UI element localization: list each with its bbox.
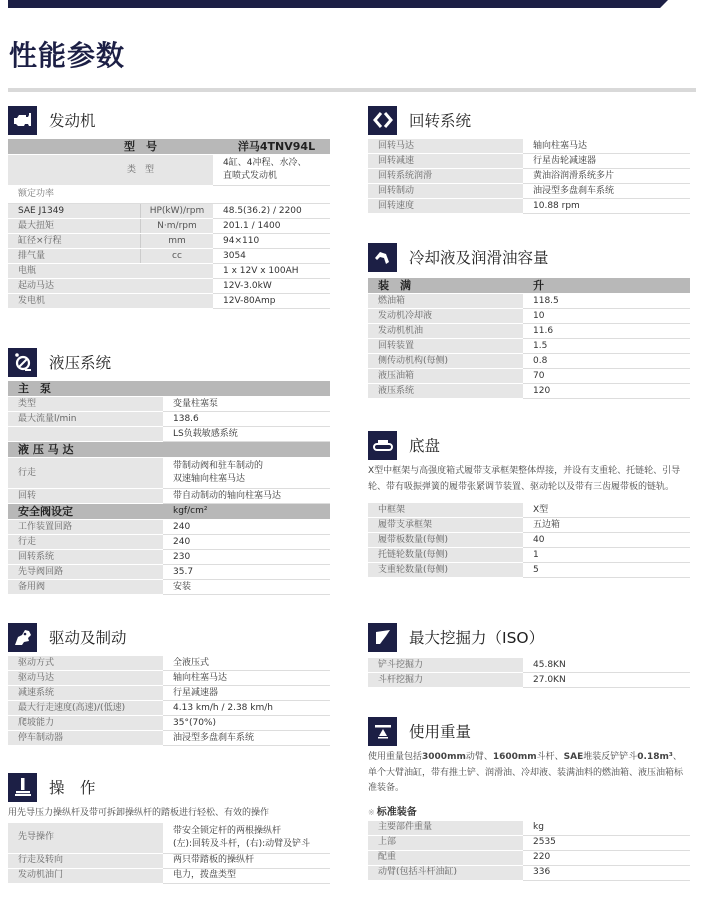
section-capacity xyxy=(368,242,692,399)
bucket-icon xyxy=(368,623,397,652)
section-swing xyxy=(368,105,692,214)
capacity-table xyxy=(368,278,690,399)
table-row: 先导阀回路 35.7 xyxy=(8,565,330,580)
table-row: 回转制动 油浸型多盘刹车系统 xyxy=(368,184,690,199)
table-row: 回转系统润滑 黄油浴润滑系统多片 xyxy=(368,169,690,184)
table-row: 最大行走速度(高速)/(低速) 4.13 km/h / 2.38 km/h xyxy=(8,701,330,716)
table-row: 回转速度 10.88 rpm xyxy=(368,199,690,214)
table-row xyxy=(8,186,330,204)
table-row: 先导操作 带安全锁定杆的两根操纵杆 (左):回转及斗杆，(右):动臂及铲斗 xyxy=(8,823,330,854)
table-row: 发电机 12V-80Amp xyxy=(8,294,330,309)
engine-icon xyxy=(8,106,37,135)
table-row: 停车制动器 油浸型多盘刹车系统 xyxy=(8,731,330,746)
section-title: 冷却液及润滑油容量 xyxy=(409,249,549,267)
table-row: 最大扭矩 N·m/rpm 201.1 / 1400 xyxy=(8,219,330,234)
table-row: 爬坡能力 35°(70%) xyxy=(8,716,330,731)
excavator-arm-icon xyxy=(368,243,397,272)
table-row: 备用阀 安装 xyxy=(8,580,330,595)
weight-description: 使用重量包括3000mm动臂、1600mm斗杆、SAE堆装反铲铲斗0.18m³、单个大臂油缸，带有推土铲、润滑油、冷却液、装满油料的燃油箱、液压油箱标准装备。 xyxy=(368,752,684,793)
table-row: 最大流量l/min 138.6 xyxy=(8,412,330,427)
operation-description: 用先导压力操纵杆及带可拆卸操纵杆的踏板进行轻松、有效的操作 xyxy=(8,808,270,818)
section-title: 操 作 xyxy=(49,779,96,797)
table-row: SAE J1349 HP(kW)/rpm 48.5(36.2) / 2200 xyxy=(8,204,330,219)
section-title: 驱动及制动 xyxy=(49,629,127,647)
section-title: 使用重量 xyxy=(409,723,472,741)
hydraulic-gauge-icon xyxy=(8,348,37,377)
digging-table xyxy=(368,658,690,688)
table-row: 履带板数量(每侧) 40 xyxy=(368,533,690,548)
capacity-header-unit: 升 xyxy=(523,278,690,294)
table-row: 动臂(包括斗杆油缸) 336 xyxy=(368,865,690,880)
section-title: 底盘 xyxy=(409,437,441,455)
table-row: 液压油箱 70 xyxy=(368,369,690,384)
swing-arrows-icon xyxy=(368,106,397,135)
table-row: 回转系统 230 xyxy=(8,550,330,565)
undercarriage-table xyxy=(368,503,690,578)
table-row: 回转马达 轴向柱塞马达 xyxy=(368,139,690,154)
table-row: 燃油箱 118.5 xyxy=(368,294,690,309)
swing-table xyxy=(368,139,690,214)
section-undercarriage xyxy=(368,430,692,578)
table-row: 配重 220 xyxy=(368,850,690,865)
table-row: 工作装置回路 240 xyxy=(8,520,330,535)
table-row: 上部 2535 xyxy=(368,835,690,850)
drive-motor-icon xyxy=(8,623,37,652)
section-operation xyxy=(8,772,332,884)
table-row: 减速系统 行星减速器 xyxy=(8,686,330,701)
section-title: 最大挖掘力（ISO） xyxy=(409,629,545,647)
table-row: 回转装置 1.5 xyxy=(368,339,690,354)
table-row: 支重轮数量(每侧) 5 xyxy=(368,563,690,578)
weight-table xyxy=(368,821,690,881)
rated-power-label: 额定功率 xyxy=(8,186,330,204)
table-row: 主要部件重量 kg xyxy=(368,821,690,836)
motor-header: 液 压 马 达 xyxy=(8,442,330,458)
model-value: 洋马4TNV94L xyxy=(213,139,330,155)
table-row: 类型 变量柱塞泵 xyxy=(8,397,330,412)
table-row: 中框架 X型 xyxy=(368,503,690,518)
operation-table xyxy=(8,823,330,884)
table-header-row xyxy=(8,139,330,155)
section-engine xyxy=(8,105,332,309)
table-row: 发动机机油 11.6 xyxy=(368,324,690,339)
table-row: 行走 240 xyxy=(8,535,330,550)
joystick-icon xyxy=(8,773,37,802)
section-digging-force xyxy=(368,622,692,688)
section-hydraulic xyxy=(8,347,332,595)
table-row: 铲斗挖掘力 45.8KN xyxy=(368,658,690,673)
table-row: 驱动方式 全液压式 xyxy=(8,656,330,671)
table-row: 托链轮数量(每侧) 1 xyxy=(368,548,690,563)
type-label: 类 型 xyxy=(8,155,213,186)
standard-equipment-note: ※ 标准装备 xyxy=(368,806,417,818)
drive-table xyxy=(8,656,330,746)
table-row: 回转 带自动制动的轴向柱塞马达 xyxy=(8,489,330,504)
type-value-line: 直喷式发动机 xyxy=(223,171,278,181)
table-row: 侧传动机构(每侧) 0.8 xyxy=(368,354,690,369)
section-drive xyxy=(8,622,332,746)
type-value-line: 4缸、4冲程、水冷、 xyxy=(223,158,307,168)
table-row: 驱动马达 轴向柱塞马达 xyxy=(8,671,330,686)
table-row: 行走及转向 两只带踏板的操纵杆 xyxy=(8,853,330,868)
section-title: 液压系统 xyxy=(49,354,112,372)
table-row: 履带支承框架 五边箱 xyxy=(368,518,690,533)
section-operating-weight xyxy=(368,716,692,881)
table-row: 电瓶 1 x 12V x 100AH xyxy=(8,264,330,279)
scale-weight-icon xyxy=(368,717,397,746)
engine-table xyxy=(8,139,330,309)
section-title: 回转系统 xyxy=(409,112,472,130)
table-row: 起动马达 12V-3.0kW xyxy=(8,279,330,294)
hydraulic-table: 主 泵 类型 变量柱塞泵 最大流量l/min 138.6 LS负载敏感系统 液 压 马 达 行走 带制动阀和驻车制动的 双速轴向柱塞马达 回转 带自动制动的轴向柱塞马达 安全阀设定 kgf/cm² 工作装置回路 240 行走 240 回转系统 230 先导阀回路 35.7 备用阀 安装 xyxy=(8,381,330,595)
capacity-header-label: 装 满 xyxy=(368,278,523,294)
table-row: 行走 带制动阀和驻车制动的 双速轴向柱塞马达 xyxy=(8,458,330,489)
table-row: 排气量 cc 3054 xyxy=(8,249,330,264)
table-row xyxy=(8,155,330,186)
relief-header: 安全阀设定 xyxy=(8,504,163,520)
undercarriage-description: X型中框架与高强度箱式履带支承框架整体焊接，并设有支重轮、托链轮、引导轮、带有吸振弹簧的履带张紧调节装置、驱动轮以及带有三齿履带板的链轨。 xyxy=(368,466,681,492)
pump-header: 主 泵 xyxy=(8,381,330,397)
model-label: 型 号 xyxy=(8,139,213,155)
table-row: 缸径×行程 mm 94×110 xyxy=(8,234,330,249)
section-title: 发动机 xyxy=(49,112,96,130)
table-row: LS负载敏感系统 xyxy=(8,427,330,442)
table-row: 回转减速 行星齿轮减速器 xyxy=(368,154,690,169)
table-row: 斗杆挖掘力 27.0KN xyxy=(368,673,690,688)
top-banner-bar xyxy=(8,0,668,8)
table-row: 液压系统 120 xyxy=(368,384,690,399)
page-title: 性能参数 xyxy=(9,39,126,72)
crawler-track-icon xyxy=(368,431,397,460)
table-row: 发动机油门 电力，拨盘类型 xyxy=(8,868,330,883)
title-divider xyxy=(8,88,696,92)
table-row: 发动机冷却液 10 xyxy=(368,309,690,324)
